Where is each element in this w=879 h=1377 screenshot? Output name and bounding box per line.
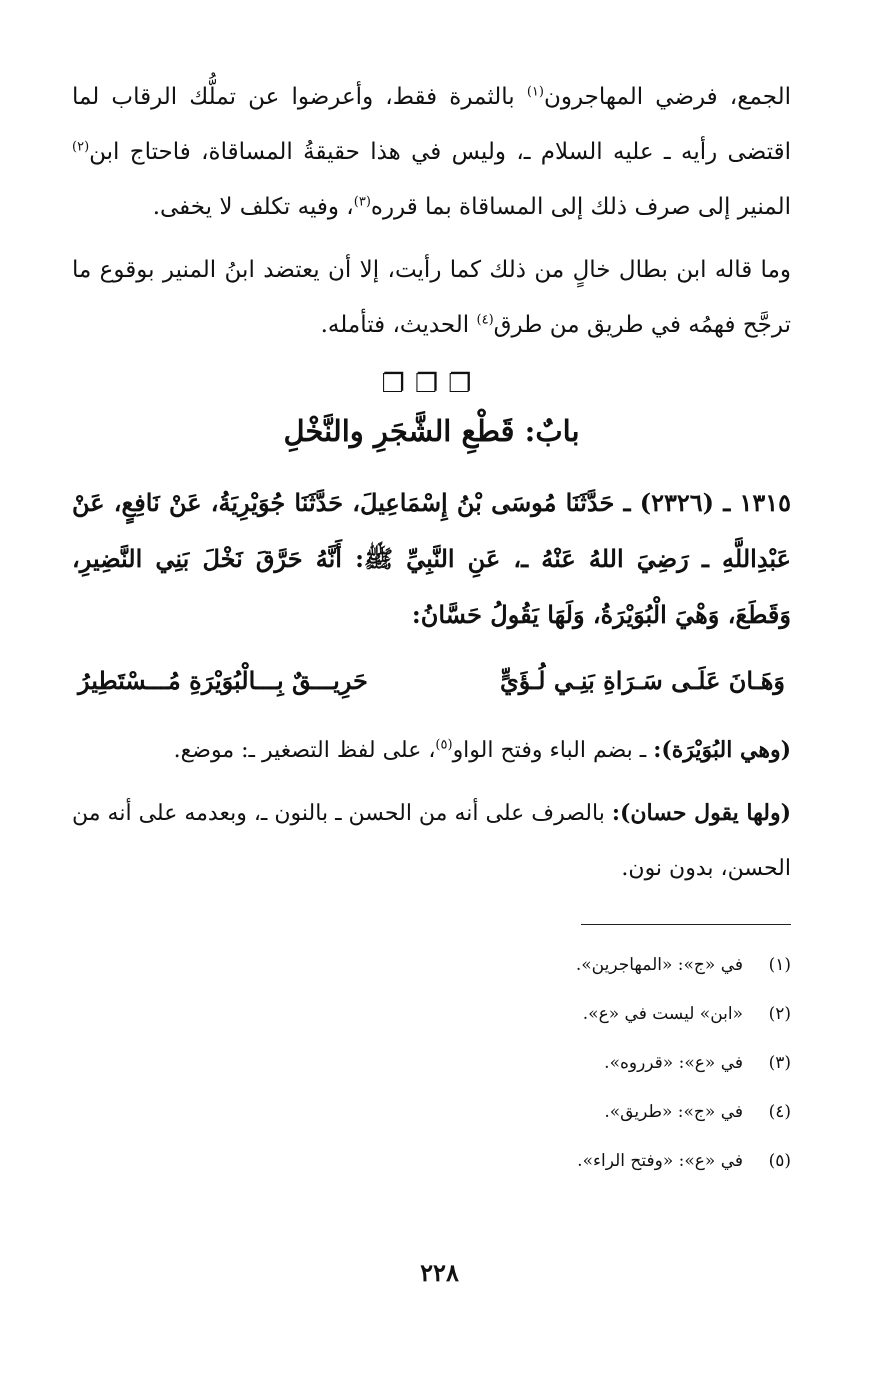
text-segment: ، وفيه تكلف لا يخفى. xyxy=(152,194,354,220)
gloss-term: (وهي البُوَيْرَة): xyxy=(653,737,791,763)
chapter-title: بابٌ: قَطْعِ الشَّجَرِ والنَّخْلِ xyxy=(283,414,580,448)
text-segment: بالثمرة فقط، وأعرضوا عن تملُّك الرقاب لما اقتضى رأيه ـ عليه السلام ـ، وليس في هذا حقيقةُ المساقاة، فاحتاج ابن xyxy=(72,84,791,165)
text-segment: الحديث، فتأمله. xyxy=(320,312,477,338)
footnote-divider xyxy=(581,924,791,925)
footnote-reference-1[interactable]: (١) xyxy=(526,84,544,100)
footnote-reference-3[interactable]: (٣) xyxy=(353,194,371,210)
gloss-text: بالصرف على أنه من الحسن ـ بالنون ـ، وبعدمه على أنه من الحسن، بدون نون. xyxy=(72,801,791,881)
text-segment: المنير إلى صرف ذلك إلى المساقاة بما قرره xyxy=(370,194,791,220)
footnote-item xyxy=(72,1088,791,1137)
gloss-paragraph-1 xyxy=(72,723,791,778)
footnote-item xyxy=(72,990,791,1039)
gloss-text: ـ بضم الباء وفتح الواو xyxy=(452,738,654,763)
footnote-reference-5[interactable]: (٥) xyxy=(435,737,453,753)
body-paragraph-1 xyxy=(72,70,791,235)
text-segment: الجمع، فرضي المهاجرون xyxy=(543,84,791,110)
page-number: ٢٢٨ xyxy=(420,1258,459,1287)
gloss-text: ، على لفظ التصغير ـ: موضع. xyxy=(173,738,436,763)
hadith-text: ١٣١٥ ـ (٢٣٢٦) ـ حَدَّثَنَا مُوسَى بْنُ إِسْمَاعِيلَ، حَدَّثَنَا جُوَيْرِيَةُ، عَنْ نَافِعٍ، عَنْ عَبْدِاللَّهِ ـ رَضِيَ اللهُ عَنْهُ ـ، عَنِ النَّبِيِّ ﷺ: أَنَّهُ حَرَّقَ نَخْلَ بَنِي النَّضِيرِ، وَقَطَعَ، وَهْيَ الْبُوَيْرَةُ، وَلَهَا يَقُولُ حَسَّانُ: xyxy=(72,488,792,629)
poetry-verse xyxy=(72,649,791,713)
footnote-text: في «ع»: «قرروه». xyxy=(604,1053,743,1073)
footnote-text: في «ج»: «طريق». xyxy=(604,1102,743,1122)
footnote-number: (٤) xyxy=(768,1102,791,1122)
body-paragraph-2 xyxy=(72,243,791,353)
text-segment: وما قاله ابن بطال خالٍ من ذلك كما رأيت، إلا أن يعتضد ابنُ المنير بوقوع ما ترجَّح فهمُه في طريق من طرق xyxy=(72,257,791,338)
verse-second-hemistich: حَرِيـــقٌ بِـــالْبُوَيْرَةِ مُـــسْتَطِيرُ xyxy=(78,666,368,695)
footnote-text: «ابن» ليست في «ع». xyxy=(582,1004,743,1024)
footnote-item xyxy=(72,1039,791,1088)
footnote-number: (١) xyxy=(768,955,791,975)
footnote-reference-2[interactable]: (٢) xyxy=(72,139,90,155)
footnote-number: (٣) xyxy=(768,1053,791,1073)
footnote-item xyxy=(72,1137,791,1186)
section-separator-icon: ❐❐❐ xyxy=(381,369,482,399)
footnote-number: (٢) xyxy=(768,1004,791,1024)
verse-first-hemistich: وَهَـانَ عَلَـى سَـرَاةِ بَنِـي لُـؤَيٍّ xyxy=(499,666,785,695)
footnote-text: في «ج»: «المهاجرين». xyxy=(575,955,743,975)
footnote-text: في «ع»: «وفتح الراء». xyxy=(577,1151,743,1171)
gloss-term: (ولها يقول حسان): xyxy=(611,800,791,826)
footnote-item xyxy=(72,941,791,990)
footnotes-list xyxy=(72,941,791,1186)
page-body xyxy=(72,70,791,1186)
footnote-reference-4[interactable]: (٤) xyxy=(476,312,494,328)
gloss-paragraph-2 xyxy=(72,786,791,896)
footnote-number: (٥) xyxy=(768,1151,791,1171)
